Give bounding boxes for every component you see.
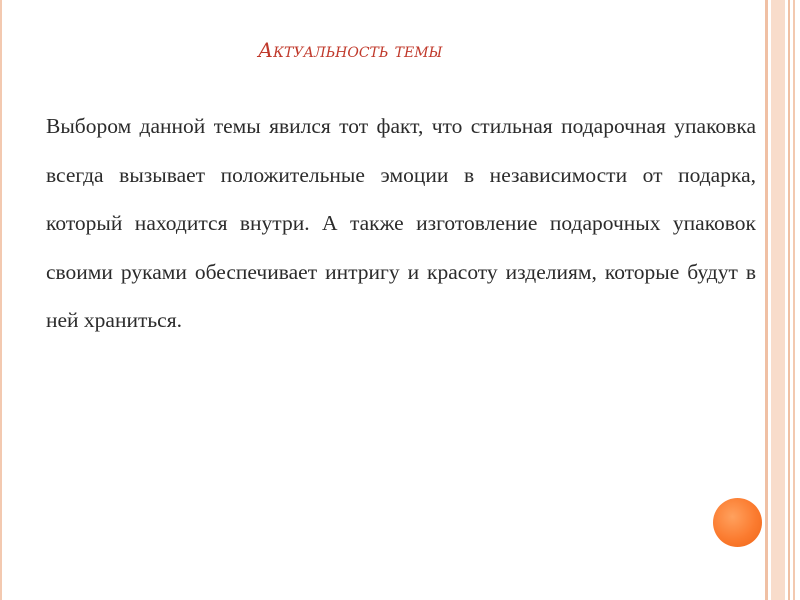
left-border-stripe bbox=[0, 0, 2, 600]
right-border-stripe bbox=[793, 0, 795, 600]
decorative-circle bbox=[713, 498, 762, 547]
right-border-band bbox=[771, 0, 785, 600]
slide-body-text: Выбором данной темы явился тот факт, что стильная подарочная упаковка всегда вызывает положительные эмоции в независимости от подарка, который находится внутри. А также изготовление подарочных упаковок своими руками обеспечивает интригу и красоту изделиям, которые будут в ней храниться. bbox=[46, 114, 756, 332]
slide-title: Актуальность темы bbox=[258, 38, 443, 62]
right-border-stripe bbox=[765, 0, 768, 600]
right-border-stripe bbox=[788, 0, 790, 600]
